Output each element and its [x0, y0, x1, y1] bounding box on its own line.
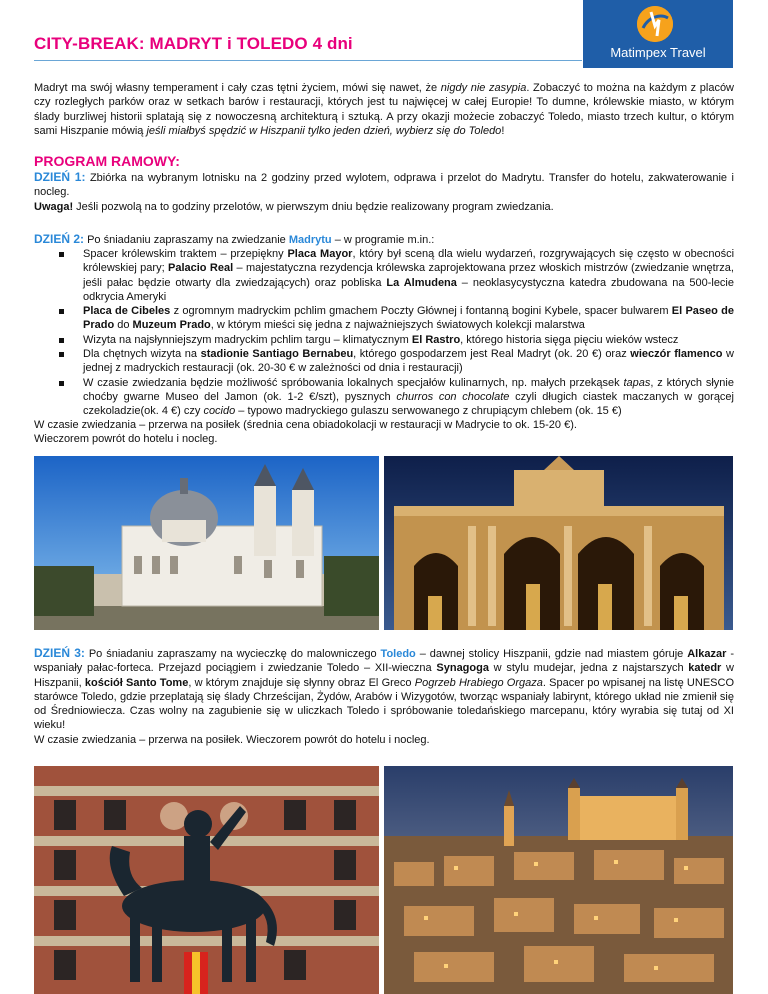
brand-logo — [583, 0, 733, 68]
text-fragment: , z których słynie choćby gwarne Museo del Jamon (ok. 1-2 €/szt), pysznych — [83, 376, 734, 403]
text-fragment: , w którym mieści się jedna z najważniejszych światowych kolekcji malarstwa — [210, 319, 585, 332]
page-title: CITY-BREAK: MADRYT i TOLEDO 4 dni — [34, 34, 353, 53]
bullet-square-icon — [59, 309, 64, 314]
bullet-square-icon — [59, 381, 64, 386]
text-fragment: Placa Mayor — [287, 248, 353, 260]
day1-paragraph — [34, 170, 734, 214]
note-label: Uwaga! — [34, 200, 74, 213]
almudena-cathedral-photo — [34, 456, 379, 630]
text-fragment: wieczór flamenco — [630, 348, 723, 361]
plaza-mayor-statue-photo — [34, 766, 379, 994]
text-fragment: W czasie zwiedzania będzie możliwość spróbowania lokalnych specjałów kulinarnych, np. małych przekąsek — [83, 376, 624, 389]
text-fragment: – typowo madryckiego gulaszu serwowanego z chrupiącym chlebem (ok. 15 €) — [235, 405, 622, 418]
brand-name: Matimpex Travel — [610, 45, 706, 60]
globe-icon — [637, 6, 673, 42]
day2-text: Po śniadaniu zapraszamy na zwiedzanie — [84, 234, 289, 246]
text-fragment: Spacer królewskim traktem – przepiękny — [83, 248, 288, 260]
intro-quote: jeśli miałbyś spędzić w Hiszpanii tylko jeden dzień, wybierz się do Toledo — [146, 124, 502, 137]
note-text: Jeśli pozwolą na to godziny przelotów, w pierwszym dniu będzie realizowany program zwiedzania. — [73, 200, 554, 213]
bullet-square-icon — [59, 252, 64, 257]
text-fragment: w stylu mudejar, jedna z najstarszych — [488, 662, 689, 675]
list-item — [34, 304, 734, 333]
day2-lead — [34, 232, 734, 247]
text-fragment: – majestatyczna rezydencja królewska zaprojektowana przez włoskich mistrzów (zwiedzanie wnętrza, jeśli pałac będzie otwarty dla zwiedzających) oraz pobliska — [83, 262, 734, 289]
list-item — [34, 333, 734, 347]
day1-label: DZIEŃ 1: — [34, 170, 86, 184]
title-divider — [34, 60, 582, 61]
text-fragment: Placa de Cibeles — [83, 305, 171, 318]
text-fragment: Po śniadaniu zapraszamy na wycieczkę do malowniczego — [84, 648, 381, 660]
day3-paragraph — [34, 646, 734, 747]
madrid-link: Madrytu — [288, 234, 332, 246]
day1-text: Zbiórka na wybranym lotnisku na 2 godziny przed wylotem, odprawa i przelot do Madrytu. Transfer do hotelu, zakwaterowanie i nocleg. — [34, 172, 734, 199]
intro-text: Madryt ma swój własny temperament i cały czas tętni życiem, mówi się nawet, że — [34, 82, 441, 94]
text-fragment: - wspaniały pałac-forteca. Przejazd pociągiem i zwiedzanie Toledo – XII-wieczna — [34, 648, 734, 675]
text-fragment: . Spacer po wpisanej na listę UNESCO starówce Toledo, gdzie przeplatają się ślady Chrześcijan, Żydów, Arabów i Wizygotów, tworząc wspaniały labirynt, którego układ nie zmienił się od Średniowiecza. Czas wolny na zagubienie się w uliczkach Toledo i spróbowanie toledańskiego marcepanu, który wyrabia się tutaj od XI wieku! — [34, 676, 734, 732]
intro-emphasis: nigdy nie zasypia — [440, 82, 527, 94]
program-heading: PROGRAM RAMOWY: — [34, 153, 180, 169]
text-fragment: katedr — [688, 662, 722, 675]
day2-text: – w programie m.in.: — [331, 234, 435, 246]
text-fragment: tapas — [623, 376, 651, 389]
text-fragment: do — [114, 319, 133, 332]
text-fragment: Alkazar — [687, 648, 727, 660]
text-fragment: Wizyta na najsłynniejszym madryckim pchlim targu – klimatycznym — [83, 333, 412, 346]
list-item — [34, 347, 734, 376]
text-fragment: Palacio Real — [168, 262, 234, 275]
puerta-de-alcala-photo — [384, 456, 733, 630]
text-fragment: , który był sceną dla wielu wydarzeń, rozgrywających się często w obecności królewskiej pary; — [83, 248, 735, 275]
meal-note: W czasie zwiedzania – przerwa na posiłek (średnia cena obiadokolacji w restauracji w Madrycie to ok. 15-20 €). — [34, 419, 577, 431]
text-fragment: La Almudena — [386, 276, 457, 289]
text-fragment: Pogrzeb Hrabiego Orgaza — [414, 676, 543, 689]
intro-text: . Zobaczyć to można na każdym z placów czy rozległych parków oraz w setkach barów i restauracji, których jest tu najwięcej w całej Europie! To dumne, królewskie miasto, w którym ślady burzliwej historii splatają się z nowoczesną architekturą i sztuką. A przy okazji możecie zobaczyć Toledo, miasto trzech kultur, o którym sami Hiszpanie mówią — [34, 82, 735, 137]
text-fragment: cocido — [203, 405, 236, 418]
text-fragment: , którego gospodarzem jest Real Madryt (ok. 20 €) oraz — [353, 348, 631, 361]
text-fragment: – dawnej stolicy Hiszpanii, gdzie nad miastem góruje — [415, 648, 688, 660]
day3-label: DZIEŃ 3: — [34, 646, 85, 660]
toledo-alcazar-photo — [384, 766, 733, 994]
bullet-square-icon — [59, 352, 64, 357]
bullet-square-icon — [59, 338, 64, 343]
text-fragment: czyli długich ciastek maczanych w gorącej czekoladzie(ok. 4 €) czy — [83, 390, 734, 418]
text-fragment: stadionie Santiago Bernabeu — [200, 348, 354, 361]
evening-note: Wieczorem powrót do hotelu i nocleg. — [34, 433, 218, 446]
list-item — [34, 247, 734, 304]
list-item — [34, 376, 734, 419]
intro-text: ! — [501, 124, 505, 137]
day3-after: W czasie zwiedzania – przerwa na posiłek. Wieczorem powrót do hotelu i nocleg. — [34, 733, 430, 746]
text-fragment: Muzeum Prado — [132, 319, 211, 332]
text-fragment: , którego historia sięga pięciu wieków wstecz — [460, 333, 679, 346]
text-fragment: w Hiszpanii, — [34, 662, 734, 689]
text-fragment: kościół Santo Tome — [84, 676, 189, 689]
text-fragment: , w którym znajduje się słynny obraz El Greco — [188, 676, 415, 689]
text-fragment: El Paseo de Prado — [83, 305, 734, 332]
text-fragment: Dla chętnych wizyta na — [83, 348, 201, 361]
text-fragment: w jednej z madryckich restauracji (ok. 20-30 € w zależności od dnia i restauracji) — [83, 348, 734, 375]
text-fragment: z ogromnym madryckim pchlim gmachem Poczty Głównej i fontanną bogini Kybele, spacer bulwarem — [170, 305, 672, 318]
day2-bullet-list — [34, 247, 734, 419]
day2-after — [34, 418, 734, 447]
toledo-link: Toledo — [380, 648, 416, 660]
text-fragment: Synagoga — [436, 662, 489, 675]
text-fragment: El Rastro — [411, 333, 461, 346]
intro-paragraph — [34, 81, 734, 138]
day2-label: DZIEŃ 2: — [34, 232, 85, 246]
text-fragment: churros con chocolate — [396, 390, 510, 403]
text-fragment: – neoklasycystyczna katedra zbudowana na 500-lecie odkrycia Ameryki — [83, 276, 734, 303]
